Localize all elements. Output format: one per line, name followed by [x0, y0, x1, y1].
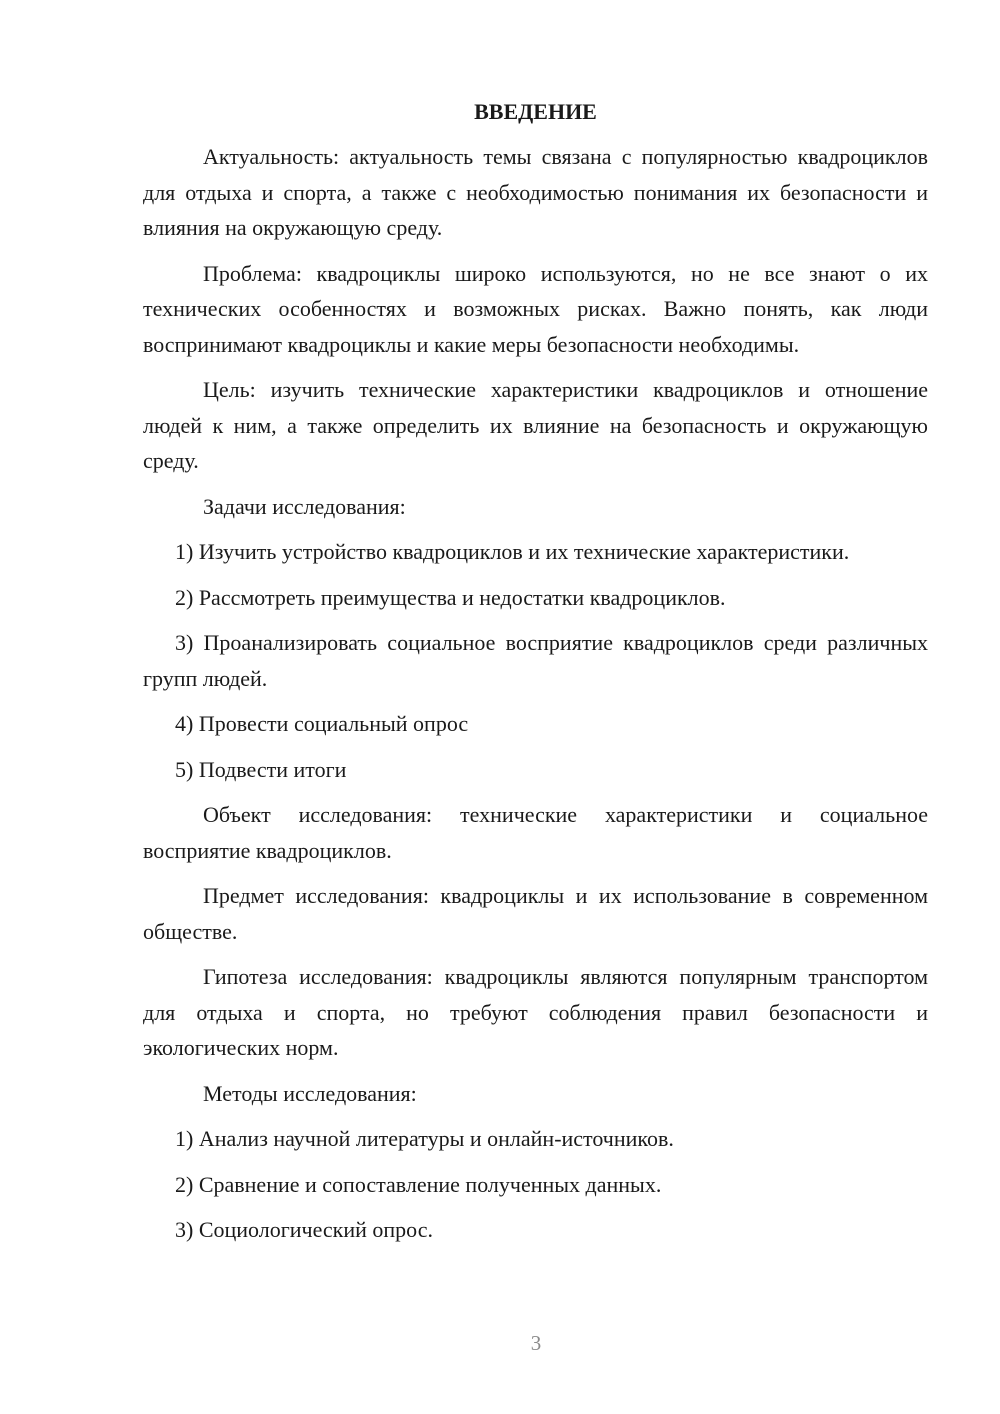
page-body — [143, 94, 928, 1258]
task-item-3: 3) Проанализировать социальное восприятие квадроциклов среди различных групп людей. — [143, 630, 928, 691]
task-item-2: 2) Рассмотреть преимущества и недостатки квадроциклов. — [175, 584, 726, 610]
page-title: ВВЕДЕНИЕ — [474, 99, 597, 124]
method-item-1: 1) Анализ научной литературы и онлайн-источников. — [175, 1126, 674, 1151]
problem-paragraph: Проблема: квадроциклы широко используются, но не все знают о их технических особенностях и возможных рисках. Важно понять, как люди воспринимают квадроциклы и какие меры безопасности необходимы. — [143, 260, 928, 357]
task-item-4: 4) Провести социальный опрос — [175, 711, 469, 736]
method-item-2: 2) Сравнение и сопоставление полученных данных. — [175, 1171, 662, 1197]
task-item-5: 5) Подвести итоги — [175, 756, 347, 782]
method-item-3: 3) Социологический опрос. — [175, 1217, 433, 1242]
relevance-paragraph: Актуальность: актуальность темы связана с популярностью квадроциклов для отдыха и спорта, а также с необходимостью понимания их безопасности и влияния на окружающую среду. — [143, 144, 928, 240]
hypothesis-paragraph: Гипотеза исследования: квадроциклы являются популярным транспортом для отдыха и спорта, но требуют соблюдения правил безопасности и экологических норм. — [143, 964, 928, 1060]
task-item-1: 1) Изучить устройство квадроциклов и их технические характеристики. — [175, 539, 850, 564]
subject-paragraph: Предмет исследования: квадроциклы и их использование в современном обществе. — [143, 883, 928, 944]
methods-heading: Методы исследования: — [203, 1080, 417, 1106]
object-paragraph: Объект исследования: технические характеристики и социальное восприятие квадроциклов. — [143, 802, 928, 863]
page-number: 3 — [530, 1331, 542, 1355]
tasks-heading: Задачи исследования: — [203, 493, 406, 519]
goal-paragraph: Цель: изучить технические характеристики квадроциклов и отношение людей к ним, а также определить их влияние на безопасность и окружающую среду. — [143, 377, 928, 473]
